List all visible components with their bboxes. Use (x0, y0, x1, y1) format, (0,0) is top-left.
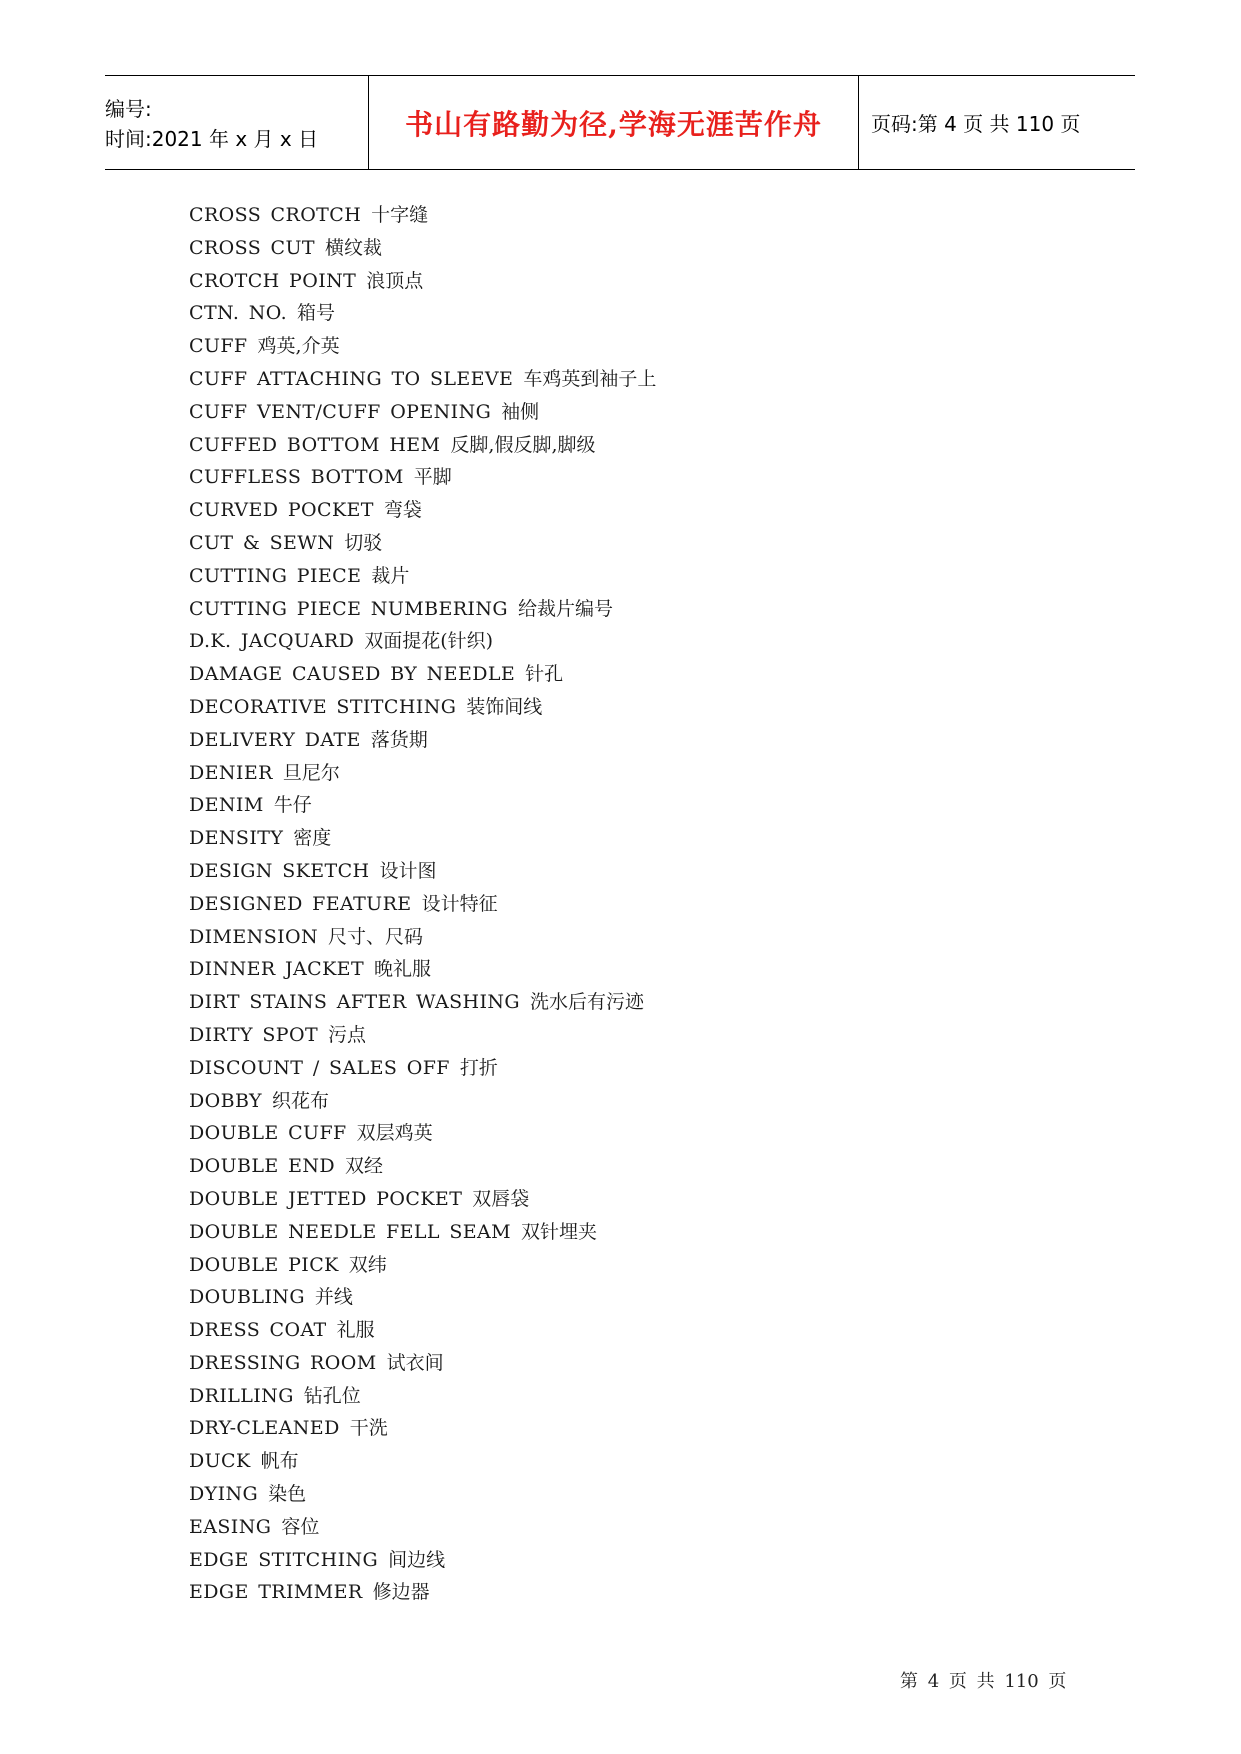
entry-chinese-translation: 横纹裁 (324, 236, 382, 259)
entry-english-term: EASING (189, 1515, 272, 1538)
entry-english-term: DECORATIVE STITCHING (189, 695, 457, 718)
glossary-entry (189, 527, 1089, 560)
glossary-entry (189, 1216, 1089, 1249)
glossary-entry (189, 1183, 1089, 1216)
glossary-entry (189, 1117, 1089, 1150)
glossary-entry (189, 1052, 1089, 1085)
entry-chinese-translation: 修边器 (372, 1581, 430, 1604)
entry-chinese-translation: 间边线 (388, 1548, 446, 1571)
entry-english-term: DOUBLING (189, 1286, 305, 1309)
entry-english-term: DELIVERY DATE (189, 728, 361, 751)
entry-english-term: CUFF (189, 335, 248, 358)
entry-english-term: DENIM (189, 794, 264, 817)
entry-chinese-translation: 双纬 (348, 1253, 387, 1276)
entry-chinese-translation: 双层鸡英 (356, 1122, 433, 1145)
entry-english-term: DOBBY (189, 1089, 262, 1112)
glossary-entry (189, 1085, 1089, 1118)
entry-chinese-translation: 打折 (459, 1056, 498, 1079)
entry-chinese-translation: 给裁片编号 (517, 597, 613, 620)
document-date-label: 时间:2021 年 x 月 x 日 (105, 126, 319, 151)
glossary-entry (189, 1544, 1089, 1577)
entry-chinese-translation: 旦尼尔 (282, 761, 340, 784)
glossary-entry (189, 1576, 1089, 1609)
glossary-entry (189, 199, 1089, 232)
entry-english-term: DUCK (189, 1450, 251, 1473)
entry-chinese-translation: 箱号 (297, 302, 336, 325)
glossary-entry (189, 494, 1089, 527)
entry-english-term: DOUBLE NEEDLE FELL SEAM (189, 1220, 512, 1243)
entry-english-term: CUFF VENT/CUFF OPENING (189, 400, 492, 423)
entry-english-term: DRY-CLEANED (189, 1417, 340, 1440)
entry-english-term: DRESSING ROOM (189, 1351, 377, 1374)
entry-chinese-translation: 染色 (268, 1483, 307, 1506)
header-meta (105, 76, 369, 169)
glossary-entry (189, 429, 1089, 462)
page-footer: 第 4 页 共 110 页 (900, 1671, 1067, 1692)
entry-english-term: D.K. JACQUARD (189, 630, 355, 653)
glossary-entry (189, 1150, 1089, 1183)
entry-english-term: DRESS COAT (189, 1319, 327, 1342)
entry-english-term: CUFF ATTACHING TO SLEEVE (189, 367, 514, 390)
header-motto: 书山有路勤为径,学海无涯苦作舟 (369, 76, 859, 169)
glossary-entry (189, 560, 1089, 593)
glossary-entry (189, 363, 1089, 396)
entry-english-term: DESIGN SKETCH (189, 859, 370, 882)
entry-english-term: CUTTING PIECE (189, 564, 362, 587)
entry-chinese-translation: 牛仔 (273, 794, 312, 817)
entry-chinese-translation: 弯袋 (383, 499, 422, 522)
entry-english-term: DAMAGE CAUSED BY NEEDLE (189, 663, 516, 686)
entry-english-term: CUT & SEWN (189, 531, 335, 554)
glossary-entry (189, 691, 1089, 724)
entry-chinese-translation: 袖侧 (501, 400, 540, 423)
glossary-entry (189, 1445, 1089, 1478)
glossary-entry (189, 953, 1089, 986)
entry-english-term: DENSITY (189, 827, 284, 850)
glossary-entry (189, 461, 1089, 494)
entry-chinese-translation: 礼服 (336, 1319, 375, 1342)
entry-english-term: DRILLING (189, 1384, 294, 1407)
entry-chinese-translation: 双面提花(针织) (364, 630, 494, 653)
entry-english-term: EDGE STITCHING (189, 1548, 379, 1571)
entry-chinese-translation: 双经 (345, 1155, 384, 1178)
entry-english-term: DOUBLE END (189, 1155, 336, 1178)
entry-english-term: DOUBLE CUFF (189, 1122, 347, 1145)
entry-chinese-translation: 针孔 (525, 663, 564, 686)
entry-english-term: CURVED POCKET (189, 499, 374, 522)
entry-chinese-translation: 容位 (281, 1515, 320, 1538)
entry-chinese-translation: 车鸡英到袖子上 (523, 367, 657, 390)
glossary-entry (189, 855, 1089, 888)
entry-english-term: DESIGNED FEATURE (189, 892, 412, 915)
entry-chinese-translation: 并线 (314, 1286, 353, 1309)
glossary-entry (189, 593, 1089, 626)
entry-chinese-translation: 钻孔位 (303, 1384, 361, 1407)
entry-chinese-translation: 密度 (293, 827, 332, 850)
glossary-entry (189, 1511, 1089, 1544)
header-page-info: 页码:第 4 页 共 110 页 (871, 112, 1081, 136)
entry-chinese-translation: 污点 (328, 1023, 367, 1046)
entry-english-term: EDGE TRIMMER (189, 1581, 363, 1604)
glossary-entry (189, 1380, 1089, 1413)
entry-english-term: DIRT STAINS AFTER WASHING (189, 991, 520, 1014)
glossary-entry (189, 1478, 1089, 1511)
entry-chinese-translation: 切驳 (344, 531, 383, 554)
entry-chinese-translation: 落货期 (370, 728, 428, 751)
entry-chinese-translation: 浪顶点 (366, 269, 424, 292)
entry-english-term: CTN. NO. (189, 302, 288, 325)
entry-english-term: DIMENSION (189, 925, 319, 948)
entry-english-term: CROTCH POINT (189, 269, 357, 292)
entry-chinese-translation: 帆布 (260, 1450, 299, 1473)
glossary-entry (189, 265, 1089, 298)
glossary-entry (189, 822, 1089, 855)
entry-english-term: DIRTY SPOT (189, 1023, 319, 1046)
entry-chinese-translation: 鸡英,介英 (257, 335, 340, 358)
entry-english-term: DOUBLE JETTED POCKET (189, 1187, 463, 1210)
glossary-entry (189, 789, 1089, 822)
entry-chinese-translation: 双唇袋 (472, 1187, 530, 1210)
glossary-entry (189, 921, 1089, 954)
entry-chinese-translation: 尺寸、尺码 (328, 925, 424, 948)
entry-chinese-translation: 双针埋夹 (521, 1220, 598, 1243)
entry-chinese-translation: 洗水后有污迹 (529, 991, 644, 1014)
entry-english-term: CROSS CROTCH (189, 204, 362, 226)
glossary-entry (189, 1314, 1089, 1347)
entry-chinese-translation: 平脚 (413, 466, 452, 489)
entry-english-term: DISCOUNT / SALES OFF (189, 1056, 450, 1079)
entry-english-term: CUFFED BOTTOM HEM (189, 433, 441, 456)
glossary-entry (189, 330, 1089, 363)
entry-english-term: DENIER (189, 761, 273, 784)
glossary-entry (189, 232, 1089, 265)
entry-chinese-translation: 装饰间线 (466, 695, 543, 718)
entry-chinese-translation: 十字缝 (371, 204, 429, 226)
entry-english-term: CUTTING PIECE NUMBERING (189, 597, 508, 620)
entry-chinese-translation: 反脚,假反脚,脚级 (450, 433, 596, 456)
glossary-entry (189, 986, 1089, 1019)
glossary-entry (189, 1347, 1089, 1380)
glossary-entry (189, 888, 1089, 921)
glossary-entry (189, 757, 1089, 790)
entry-english-term: DOUBLE PICK (189, 1253, 339, 1276)
glossary-entry (189, 625, 1089, 658)
entry-english-term: DYING (189, 1483, 259, 1506)
entry-english-term: DINNER JACKET (189, 958, 365, 981)
entry-chinese-translation: 织花布 (271, 1089, 329, 1112)
document-number-label: 编号: (105, 96, 152, 121)
entry-chinese-translation: 设计特征 (421, 892, 498, 915)
entry-chinese-translation: 设计图 (379, 859, 437, 882)
entry-chinese-translation: 试衣间 (386, 1351, 444, 1374)
glossary-entry (189, 396, 1089, 429)
glossary-entry (189, 1412, 1089, 1445)
glossary-entry (189, 1249, 1089, 1282)
entry-english-term: CROSS CUT (189, 236, 315, 259)
entry-chinese-translation: 裁片 (371, 564, 410, 587)
entry-chinese-translation: 干洗 (349, 1417, 388, 1440)
glossary-entry (189, 1019, 1089, 1052)
entry-chinese-translation: 晚礼服 (374, 958, 432, 981)
glossary-entry (189, 297, 1089, 330)
entry-english-term: CUFFLESS BOTTOM (189, 466, 404, 489)
glossary-entry (189, 1281, 1089, 1314)
glossary-entry (189, 724, 1089, 757)
page-header (105, 75, 1135, 170)
glossary-list (189, 199, 1089, 1609)
glossary-entry (189, 658, 1089, 691)
